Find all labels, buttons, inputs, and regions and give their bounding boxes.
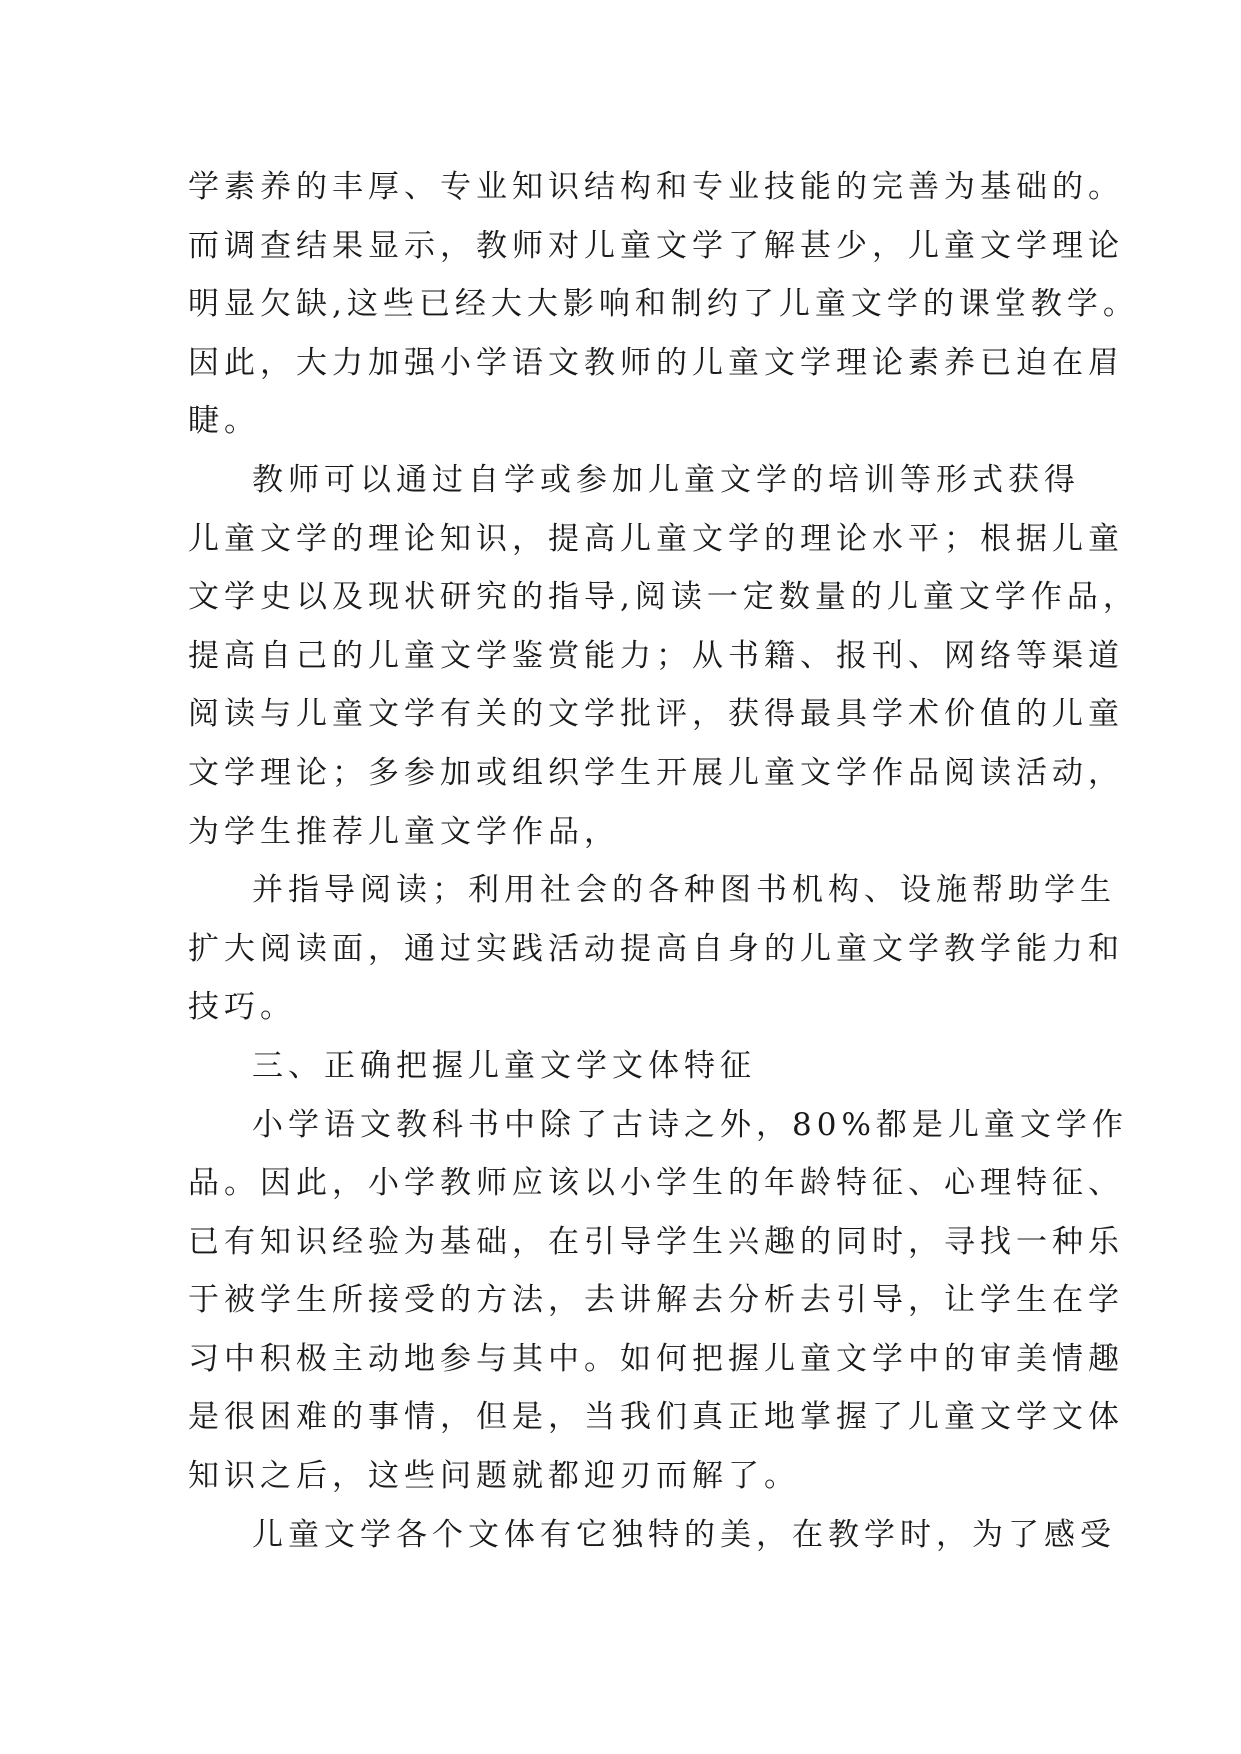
text-line: 技巧。 <box>188 989 296 1026</box>
paragraph-start-line: 教师可以通过自学或参加儿童文学的培训等形式获得 <box>252 461 1080 498</box>
section-heading: 三、正确把握儿童文学文体特征 <box>252 1047 756 1084</box>
text-line: 于被学生所接受的方法，去讲解去分析去引导，让学生在学 <box>188 1282 1124 1319</box>
text-line: 文学史以及现状研究的指导,阅读一定数量的儿童文学作品， <box>188 579 1139 616</box>
paragraph-start-line: 并指导阅读；利用社会的各种图书机构、设施帮助学生 <box>252 872 1116 909</box>
body-text <box>188 158 1139 1564</box>
paragraph-start-line: 儿童文学各个文体有它独特的美，在教学时，为了感受 <box>252 1516 1116 1553</box>
text-line: 已有知识经验为基础，在引导学生兴趣的同时，寻找一种乐 <box>188 1223 1124 1260</box>
text-line: 阅读与儿童文学有关的文学批评，获得最具学术价值的儿童 <box>188 696 1124 733</box>
text-line: 扩大阅读面，通过实践活动提高自身的儿童文学教学能力和 <box>188 930 1124 967</box>
text-line: 提高自己的儿童文学鉴赏能力；从书籍、报刊、网络等渠道 <box>188 637 1124 674</box>
text-line: 儿童文学的理论知识，提高儿童文学的理论水平；根据儿童 <box>188 520 1124 557</box>
text-line: 而调查结果显示，教师对儿童文学了解甚少，儿童文学理论 <box>188 227 1124 264</box>
text-line: 是很困难的事情，但是，当我们真正地掌握了儿童文学文体 <box>188 1399 1124 1436</box>
text-line: 为学生推荐儿童文学作品， <box>188 813 620 850</box>
text-line: 品。因此，小学教师应该以小学生的年龄特征、心理特征、 <box>188 1165 1124 1202</box>
text-line: 睫。 <box>188 403 260 440</box>
text-line: 习中积极主动地参与其中。如何把握儿童文学中的审美情趣 <box>188 1340 1124 1377</box>
paragraph-start-line: 小学语文教科书中除了古诗之外，80%都是儿童文学作 <box>252 1106 1128 1143</box>
text-line: 明显欠缺,这些已经大大影响和制约了儿童文学的课堂教学。 <box>188 286 1139 323</box>
text-line: 知识之后，这些问题就都迎刃而解了。 <box>188 1458 800 1495</box>
text-line: 文学理论；多参加或组织学生开展儿童文学作品阅读活动， <box>188 754 1124 791</box>
text-line: 学素养的丰厚、专业知识结构和专业技能的完善为基础的。 <box>188 169 1124 205</box>
text-line: 因此，大力加强小学语文教师的儿童文学理论素养已迫在眉 <box>188 344 1124 381</box>
